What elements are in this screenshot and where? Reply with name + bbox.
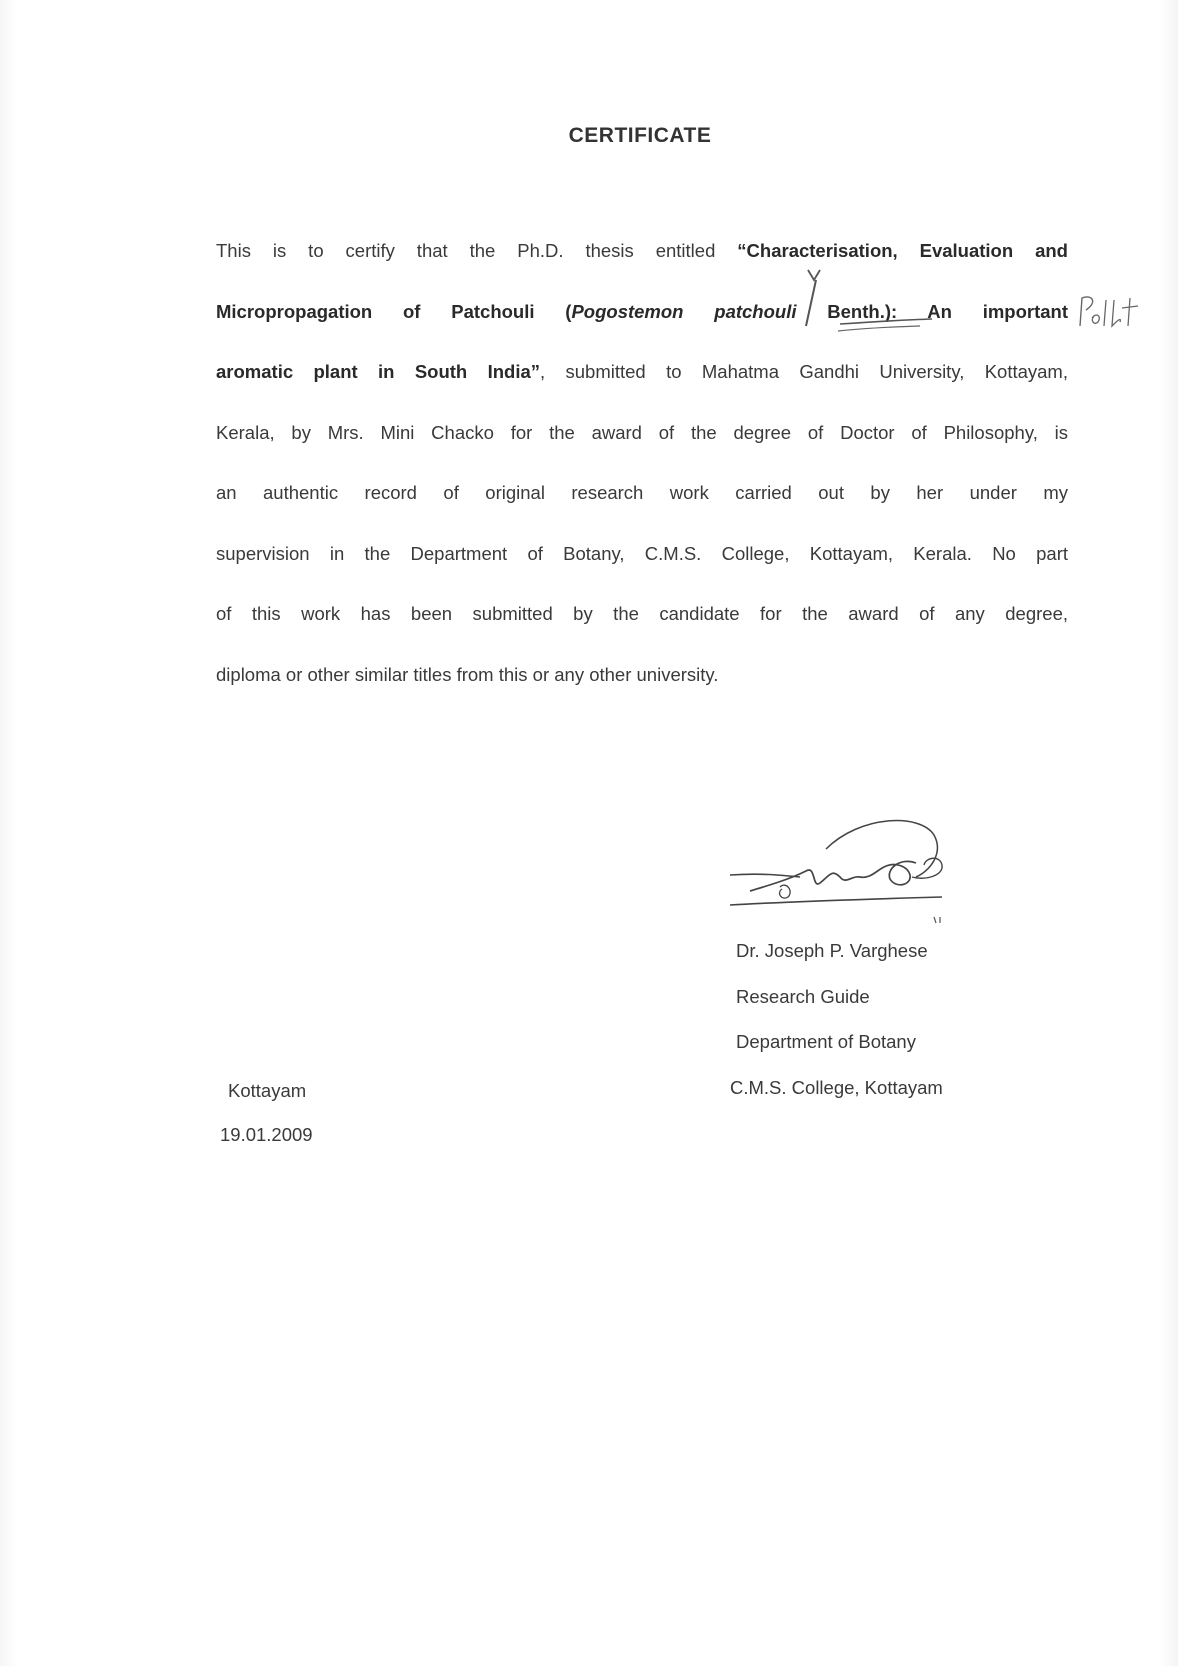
thesis-title-part-4: aromatic plant in South India” [216,361,541,382]
species-name: Pogostemon patchouli [571,300,797,322]
body-line-3 [216,361,1068,422]
signature [720,805,980,925]
certificate-body [216,240,1068,724]
date: 19.01.2009 [220,1124,313,1145]
signatory-block [730,940,943,1122]
body-line-1-text: This is to certify that the Ph.D. thesis entitled [216,240,738,261]
body-line-7: of this work has been submitted by the candidate for the award of any degree, [216,603,1068,624]
place-date-block [220,1080,313,1168]
handwritten-correction [780,264,940,344]
thesis-title-part-2: Micropropagation of Patchouli ( [216,300,572,322]
signatory-department: Department of Botany [736,1031,916,1052]
body-line-1 [216,240,1068,301]
body-line-2 [216,301,1068,362]
signatory-name: Dr. Joseph P. Varghese [736,940,928,961]
thesis-title-part-1: “Characterisation, Evaluation and [737,240,1068,261]
signatory-role: Research Guide [736,985,870,1007]
body-line-8: diploma or other similar titles from this or any other university. [216,663,719,685]
place: Kottayam [228,1080,307,1101]
thesis-title-part-3: Benth.): An important [796,300,1068,322]
certificate-title: CERTIFICATE [568,124,712,147]
body-line-5: an authentic record of original research work carried out by her under my [216,482,1068,503]
body-line-4: Kerala, by Mrs. Mini Chacko for the award of the degree of Doctor of Philosophy, is [216,421,1068,443]
signatory-college: C.M.S. College, Kottayam [730,1076,943,1098]
body-line-6: supervision in the Department of Botany, C.M.S. College, Kottayam, Kerala. No part [216,542,1068,564]
body-line-3-text: , submitted to Mahatma Gandhi University, Kottayam, [540,361,1068,382]
margin-note-handwriting [1076,292,1146,332]
